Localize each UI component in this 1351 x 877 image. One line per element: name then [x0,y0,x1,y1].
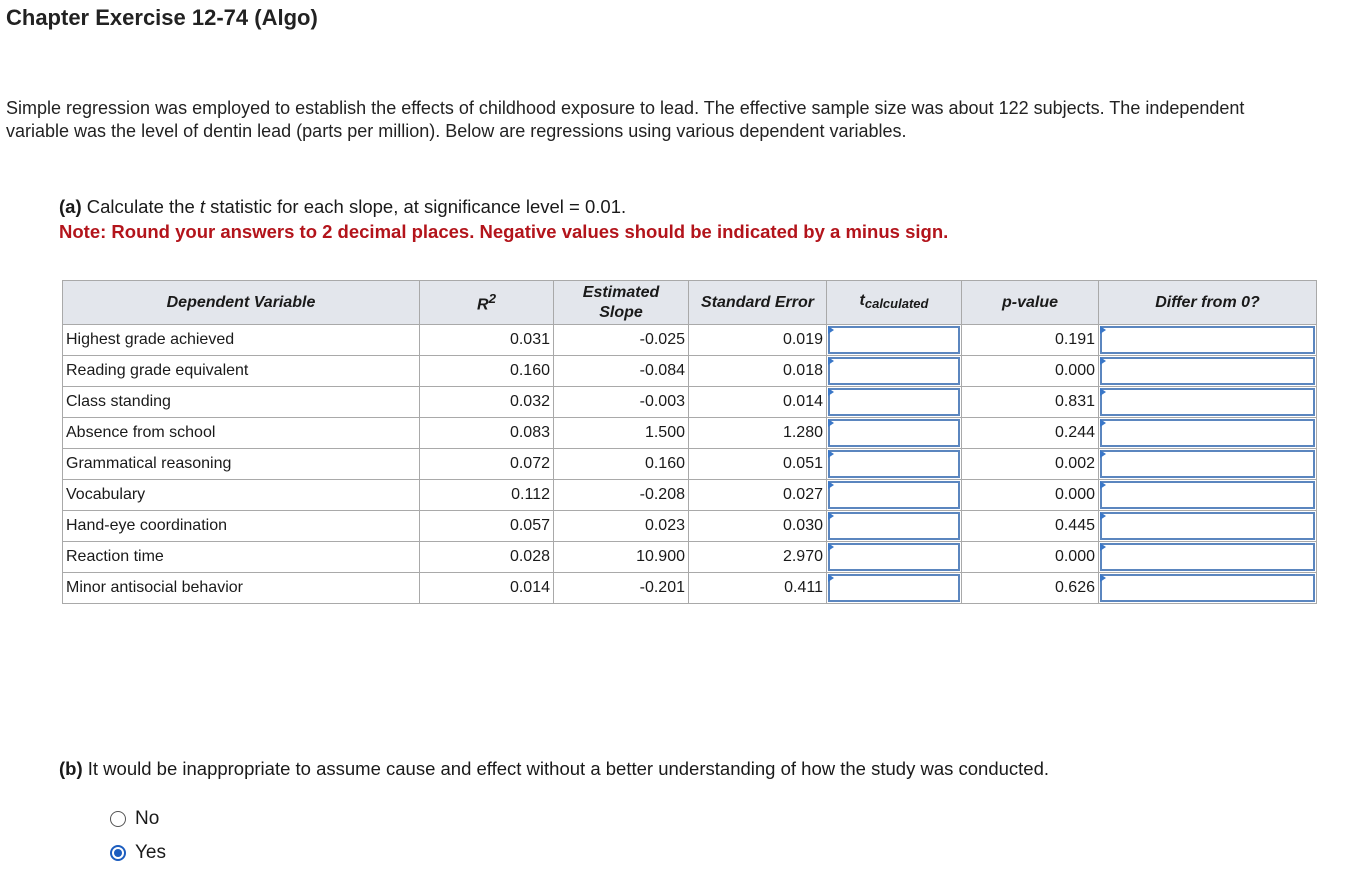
t-calculated-input-cell [827,542,962,573]
r-squared-cell: 0.072 [420,449,554,480]
standard-error-cell: 1.280 [689,418,827,449]
t-calculated-input-cell [827,387,962,418]
answer-flag-icon [828,419,834,427]
table-row [63,449,1317,480]
differ-from-zero-select-cell [1099,542,1317,573]
dependent-variable-cell: Minor antisocial behavior [63,573,420,604]
standard-error-cell: 0.027 [689,480,827,511]
p-value-cell: 0.000 [962,480,1099,511]
header-t-calculated [827,281,962,325]
slope-cell: -0.003 [554,387,689,418]
part-a-text-after: statistic for each slope, at significance level = 0.01. [205,196,627,217]
t-calculated-input-cell [827,573,962,604]
dependent-variable-cell: Grammatical reasoning [63,449,420,480]
answer-flag-icon [828,574,834,582]
standard-error-cell: 0.019 [689,325,827,356]
part-b-text: It would be inappropriate to assume cause and effect without a better understanding of how the study was conducted. [82,758,1050,779]
problem-intro: Simple regression was employed to establish the effects of childhood exposure to lead. The effective sample size was about 122 subjects. The independent variable was the level of dentin lead (parts per million). Below are regressions using various dependent variables. [6,98,1245,141]
slope-cell: -0.201 [554,573,689,604]
p-value-cell: 0.002 [962,449,1099,480]
t-calculated-input-cell [827,480,962,511]
differ-from-zero-select[interactable] [1100,357,1315,385]
differ-from-zero-select[interactable] [1100,481,1315,509]
differ-from-zero-select[interactable] [1100,450,1315,478]
dependent-variable-cell: Vocabulary [63,480,420,511]
table-row [63,542,1317,573]
answer-flag-icon [1100,543,1106,551]
slope-header-line1: Estimated [582,283,660,301]
r-squared-cell: 0.112 [420,480,554,511]
answer-flag-icon [1100,388,1106,396]
differ-from-zero-select-cell [1099,480,1317,511]
option-yes[interactable] [110,842,166,864]
differ-from-zero-select[interactable] [1100,388,1315,416]
part-a-question [59,194,948,244]
r-squared-cell: 0.083 [420,418,554,449]
standard-error-cell: 0.411 [689,573,827,604]
standard-error-cell: 0.018 [689,356,827,387]
table-row [63,387,1317,418]
t-calculated-input[interactable] [828,481,960,509]
slope-cell: 0.023 [554,511,689,542]
differ-from-zero-select[interactable] [1100,574,1315,602]
part-a-text-before: Calculate the [81,196,200,217]
t-calculated-input-cell [827,418,962,449]
differ-from-zero-select-cell [1099,449,1317,480]
t-calculated-input[interactable] [828,543,960,571]
differ-from-zero-select-cell [1099,356,1317,387]
t-calculated-input-cell [827,325,962,356]
p-value-cell: 0.831 [962,387,1099,418]
t-calculated-input[interactable] [828,450,960,478]
radio-no[interactable] [110,811,126,827]
option-no-label: No [135,808,160,829]
answer-flag-icon [828,388,834,396]
r2-base: R [477,296,489,314]
tcalc-t: t [859,292,865,309]
answer-flag-icon [1100,574,1106,582]
t-calculated-input[interactable] [828,419,960,447]
table-header-row [63,281,1317,325]
part-a-label: (a) [59,196,82,217]
r-squared-cell: 0.028 [420,542,554,573]
part-b-label: (b) [59,758,83,779]
slope-header-line2: Slope [599,303,643,321]
option-yes-label: Yes [135,842,166,863]
differ-from-zero-select-cell [1099,418,1317,449]
differ-from-zero-select-cell [1099,511,1317,542]
answer-flag-icon [1100,512,1106,520]
t-symbol: t [199,196,206,217]
p-value-cell: 0.626 [962,573,1099,604]
r-squared-cell: 0.031 [420,325,554,356]
option-no[interactable] [110,808,159,830]
p-value-cell: 0.445 [962,511,1099,542]
header-r-squared [420,281,554,325]
t-calculated-input[interactable] [828,388,960,416]
answer-flag-icon [828,326,834,334]
table-row [63,418,1317,449]
t-calculated-input[interactable] [828,574,960,602]
r-squared-cell: 0.160 [420,356,554,387]
header-standard-error: Standard Error [689,281,827,325]
r2-exponent: 2 [488,291,496,307]
table-row [63,511,1317,542]
header-differ-from-zero: Differ from 0? [1099,281,1317,325]
slope-cell: 0.160 [554,449,689,480]
header-dependent-variable: Dependent Variable [63,281,420,325]
standard-error-cell: 0.014 [689,387,827,418]
regression-table [62,280,1317,604]
t-calculated-input[interactable] [828,512,960,540]
t-calculated-input[interactable] [828,326,960,354]
table-row [63,356,1317,387]
answer-flag-icon [828,450,834,458]
differ-from-zero-select[interactable] [1100,419,1315,447]
answer-flag-icon [828,543,834,551]
r-squared-cell: 0.057 [420,511,554,542]
answer-flag-icon [828,512,834,520]
differ-from-zero-select-cell [1099,387,1317,418]
p-value-cell: 0.000 [962,542,1099,573]
t-calculated-input[interactable] [828,357,960,385]
answer-flag-icon [1100,357,1106,365]
page-title: Chapter Exercise 12-74 (Algo) [6,5,318,30]
dependent-variable-cell: Class standing [63,387,420,418]
r-squared-cell: 0.032 [420,387,554,418]
p-value-cell: 0.191 [962,325,1099,356]
answer-flag-icon [1100,419,1106,427]
answer-flag-icon [828,357,834,365]
slope-cell: -0.084 [554,356,689,387]
standard-error-cell: 0.051 [689,449,827,480]
differ-from-zero-select[interactable] [1100,543,1315,571]
t-calculated-input-cell [827,449,962,480]
p-value-cell: 0.244 [962,418,1099,449]
radio-yes[interactable] [110,845,126,861]
slope-cell: 10.900 [554,542,689,573]
rounding-note: Note: Round your answers to 2 decimal places. Negative values should be indicated by a minus sign. [59,221,949,242]
differ-from-zero-select-cell [1099,573,1317,604]
dependent-variable-cell: Hand-eye coordination [63,511,420,542]
dependent-variable-cell: Reading grade equivalent [63,356,420,387]
tcalc-subscript: calculated [864,296,929,311]
t-calculated-input-cell [827,511,962,542]
part-b-question [59,757,1049,781]
differ-from-zero-select[interactable] [1100,512,1315,540]
header-p-value: p-value [962,281,1099,325]
dependent-variable-cell: Reaction time [63,542,420,573]
answer-flag-icon [1100,450,1106,458]
dependent-variable-cell: Highest grade achieved [63,325,420,356]
table-row [63,325,1317,356]
answer-flag-icon [1100,481,1106,489]
standard-error-cell: 2.970 [689,542,827,573]
standard-error-cell: 0.030 [689,511,827,542]
slope-cell: -0.208 [554,480,689,511]
header-estimated-slope [554,281,689,325]
dependent-variable-cell: Absence from school [63,418,420,449]
slope-cell: -0.025 [554,325,689,356]
r-squared-cell: 0.014 [420,573,554,604]
table-row [63,480,1317,511]
answer-flag-icon [828,481,834,489]
t-calculated-input-cell [827,356,962,387]
p-value-cell: 0.000 [962,356,1099,387]
table-row [63,573,1317,604]
answer-flag-icon [1100,326,1106,334]
differ-from-zero-select-cell [1099,325,1317,356]
differ-from-zero-select[interactable] [1100,326,1315,354]
slope-cell: 1.500 [554,418,689,449]
